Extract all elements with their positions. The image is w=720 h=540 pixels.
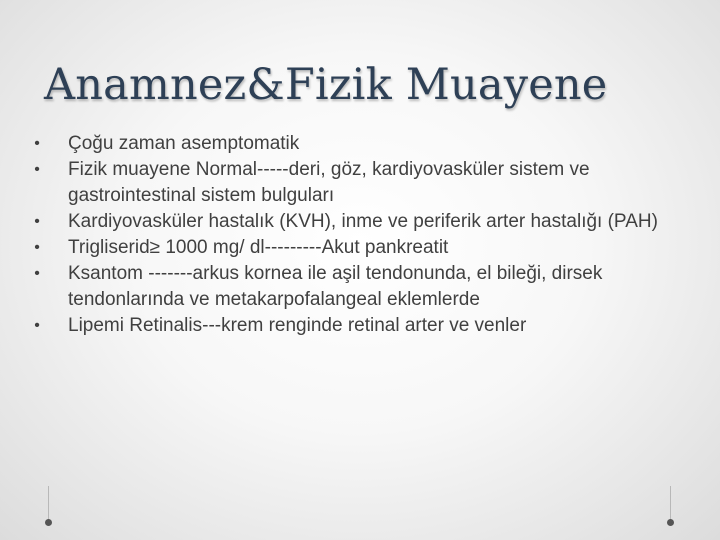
bullet-icon: • bbox=[34, 265, 40, 282]
bullet-text: Ksantom -------arkus kornea ile aşil tendonunda, el bileği, dirsek tendonlarında ve metakarpofalangeal eklemlerde bbox=[68, 263, 603, 310]
bullet-item-cardiovascular bbox=[30, 209, 690, 235]
bullet-text: Fizik muayene Normal-----deri, göz, kardiyovasküler sistem ve gastrointestinal sistem bulguları bbox=[68, 159, 590, 206]
bullet-icon: • bbox=[34, 239, 40, 256]
corner-decoration-left bbox=[48, 486, 50, 530]
decor-dot-icon bbox=[667, 519, 674, 526]
bullet-icon: • bbox=[34, 317, 40, 334]
bullet-text: Çoğu zaman asemptomatik bbox=[68, 133, 300, 154]
bullet-item-xanthoma bbox=[30, 261, 690, 313]
corner-decoration-right bbox=[670, 486, 672, 530]
decor-line bbox=[670, 486, 671, 522]
bullet-item-asymptomatic bbox=[30, 131, 690, 157]
bullet-text: Lipemi Retinalis---krem renginde retinal arter ve venler bbox=[68, 315, 527, 336]
bullet-icon: • bbox=[34, 161, 40, 178]
bullet-list bbox=[30, 131, 690, 339]
bullet-item-lipemia-retinalis bbox=[30, 313, 690, 339]
decor-line bbox=[48, 486, 49, 522]
bullet-icon: • bbox=[34, 135, 40, 152]
bullet-text: Kardiyovasküler hastalık (KVH), inme ve periferik arter hastalığı (PAH) bbox=[68, 211, 658, 232]
bullet-item-physical-exam bbox=[30, 157, 690, 209]
bullet-text: Trigliserid≥ 1000 mg/ dl---------Akut pankreatit bbox=[68, 237, 449, 258]
slide-title: Anamnez&Fizik Muayene bbox=[44, 60, 608, 110]
decor-dot-icon bbox=[45, 519, 52, 526]
bullet-item-triglyceride bbox=[30, 235, 690, 261]
bullet-icon: • bbox=[34, 213, 40, 230]
